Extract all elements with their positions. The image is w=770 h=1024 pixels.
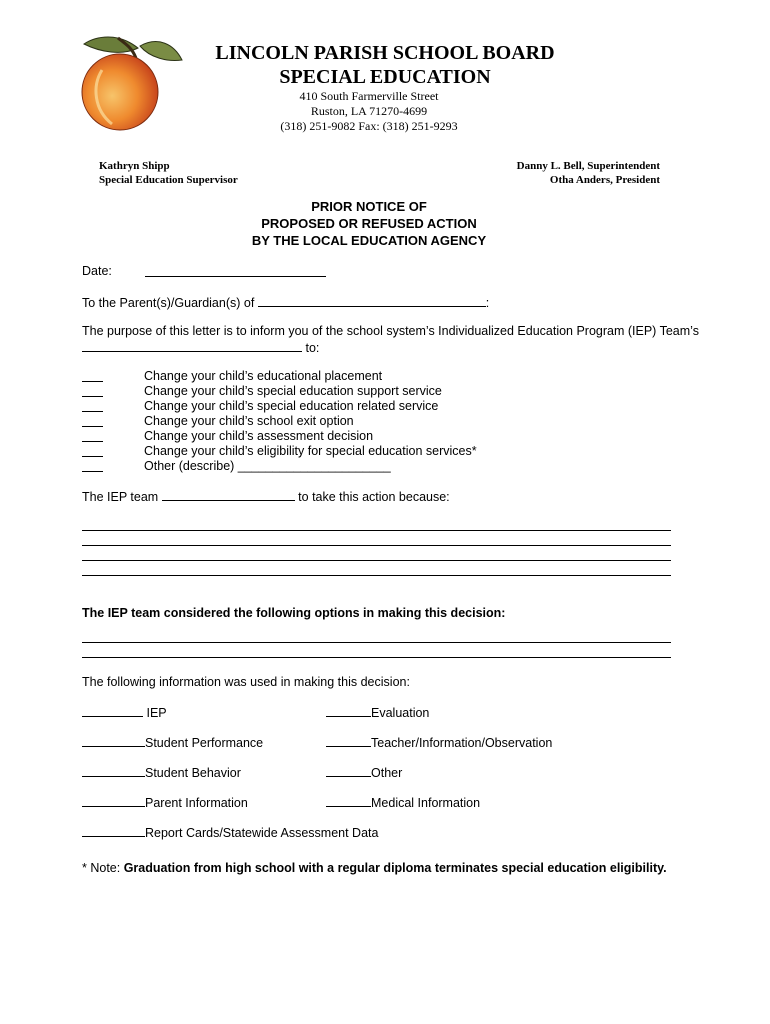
check-blank[interactable] (82, 384, 103, 397)
department-title: SPECIAL EDUCATION (279, 66, 491, 88)
list-item: Other (describe) ______________________ (82, 459, 477, 474)
team-decision-field[interactable] (82, 339, 302, 352)
check-blank[interactable] (82, 414, 103, 427)
considered-heading: The IEP team considered the following options in making this decision: (82, 606, 506, 620)
purpose-row2 (82, 339, 319, 355)
address-city: Ruston, LA 71270-4699 (310, 104, 428, 118)
info-item-other: Other (326, 764, 402, 780)
purpose-suffix: to: (305, 341, 320, 355)
date-row (82, 264, 112, 278)
options-line[interactable] (82, 642, 671, 643)
options-line[interactable] (82, 657, 671, 658)
supervisor-block (99, 159, 238, 187)
check-blank[interactable] (82, 429, 103, 442)
parent-suffix: : (485, 296, 490, 310)
list-item: Change your child’s educational placement (82, 369, 477, 384)
notice-title-line2: PROPOSED OR REFUSED ACTION (261, 216, 477, 231)
iep-team-decision-field[interactable] (162, 488, 295, 501)
info-intro: The following information was used in making this decision: (82, 675, 410, 689)
info-item-student-behavior: Student Behavior (82, 764, 241, 780)
info-blank[interactable] (326, 764, 371, 777)
supervisor-name: Kathryn Shipp (99, 160, 170, 172)
info-blank[interactable] (82, 824, 145, 837)
iep-team-suffix: to take this action because: (298, 490, 450, 504)
iep-team-row (82, 488, 450, 504)
info-item-teacher-observation: Teacher/Information/Observation (326, 734, 552, 750)
address-phone: (318) 251-9082 Fax: (318) 251-9293 (280, 119, 458, 133)
date-field[interactable] (145, 264, 326, 277)
check-blank[interactable] (82, 444, 103, 457)
info-blank[interactable] (326, 794, 371, 807)
parent-name-field[interactable] (258, 294, 486, 307)
list-item: Change your child’s eligibility for special education services* (82, 444, 477, 459)
reason-line[interactable] (82, 545, 671, 546)
info-blank[interactable] (326, 734, 371, 747)
notice-title-line1: PRIOR NOTICE OF (311, 199, 427, 214)
check-blank[interactable] (82, 369, 103, 382)
president-line: Otha Anders, President (549, 174, 660, 186)
address-street: 410 South Farmerville Street (299, 89, 439, 103)
parent-label: To the Parent(s)/Guardian(s) of (82, 296, 255, 310)
list-item: Change your child’s special education related service (82, 399, 477, 414)
list-item: Change your child’s assessment decision (82, 429, 477, 444)
info-item-report-cards: Report Cards/Statewide Assessment Data (82, 824, 378, 840)
note-prefix: * Note: (82, 861, 124, 875)
list-item: Change your child’s school exit option (82, 414, 477, 429)
info-blank[interactable] (82, 764, 145, 777)
date-label: Date: (82, 264, 112, 278)
reason-line[interactable] (82, 560, 671, 561)
administration-block (517, 159, 660, 187)
info-item-evaluation: Evaluation (326, 704, 429, 720)
info-blank[interactable] (82, 794, 145, 807)
action-checklist (82, 369, 477, 474)
reason-line[interactable] (82, 530, 671, 531)
info-item-iep: IEP (82, 704, 167, 720)
info-item-student-performance: Student Performance (82, 734, 263, 750)
notice-title-line3: BY THE LOCAL EDUCATION AGENCY (251, 233, 487, 248)
iep-team-prefix: The IEP team (82, 490, 159, 504)
check-blank[interactable] (82, 399, 103, 412)
info-item-parent-information: Parent Information (82, 794, 248, 810)
superintendent-line: Danny L. Bell, Superintendent (516, 160, 660, 172)
list-item: Change your child’s special education support service (82, 384, 477, 399)
parent-row (82, 294, 489, 310)
note-text: Graduation from high school with a regular diploma terminates special education eligibility. (123, 861, 667, 875)
purpose-text: The purpose of this letter is to inform you of the school system’s Individualized Education Program (IEP) Team’s (82, 324, 699, 338)
info-blank[interactable] (82, 734, 145, 747)
info-item-medical-information: Medical Information (326, 794, 480, 810)
graduation-note (82, 861, 667, 875)
reason-line[interactable] (82, 575, 671, 576)
info-blank[interactable] (326, 704, 371, 717)
check-blank[interactable] (82, 459, 103, 472)
supervisor-role: Special Education Supervisor (99, 174, 238, 186)
school-board-title: LINCOLN PARISH SCHOOL BOARD (215, 42, 555, 64)
info-blank[interactable] (82, 704, 143, 717)
